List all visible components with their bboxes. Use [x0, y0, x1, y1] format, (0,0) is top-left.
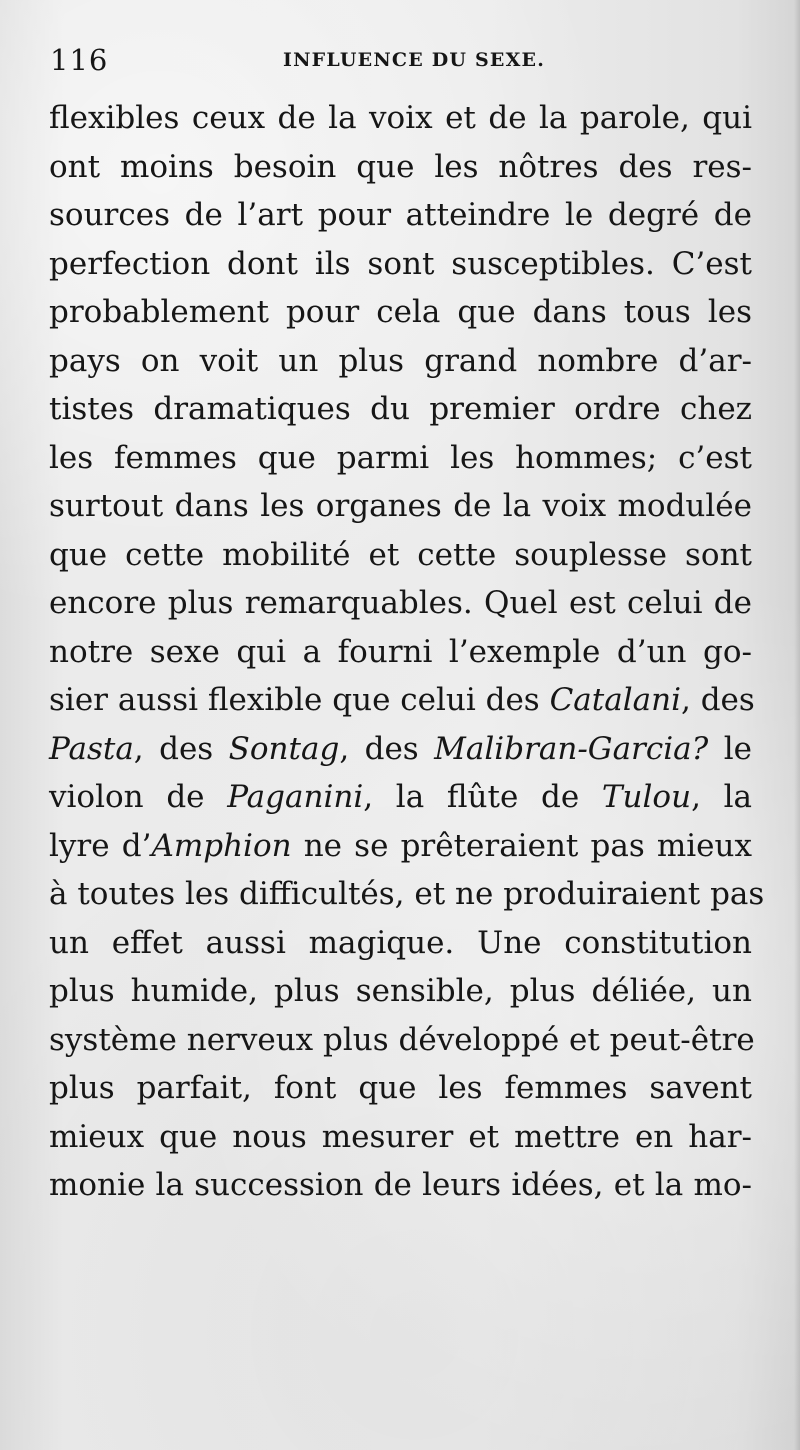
text-line: ont moins besoin que les nôtres des res- [49, 148, 752, 185]
text-line: perfection dont ils sont susceptibles. C’est [49, 245, 752, 282]
running-head: INFLUENCE DU SEXE. [283, 49, 546, 71]
text-line: à toutes les difficultés, et ne produiraient pas [49, 876, 765, 912]
text-line: plus humide, plus sensible, plus déliée, un [49, 973, 752, 1009]
text-line: lyre d’Amphion ne se prêteraient pas mieux [49, 827, 752, 864]
text-line: que cette mobilité et cette souplesse sont [49, 536, 752, 573]
text-line: sier aussi flexible que celui des Catalani, des [49, 682, 755, 718]
italic-name: Malibran-Garcia? [434, 730, 709, 767]
italic-name: Tulou [601, 779, 692, 815]
text-line: plus parfait, font que les femmes savent [49, 1070, 752, 1106]
text-line: flexibles ceux de la voix et de la parole, qui [49, 100, 752, 136]
text-line: monie la succession de leurs idées, et la mo- [49, 1167, 752, 1203]
text-line: Pasta, des Sontag, des Malibran-Garcia? le [49, 730, 752, 767]
text-line: notre sexe qui a fourni l’exemple d’un go- [49, 633, 752, 670]
text-line: violon de Paganini, la flûte de Tulou, la [49, 779, 752, 815]
page-edge-shadow [794, 0, 800, 1450]
page-header [50, 40, 750, 80]
italic-name: Sontag [228, 730, 340, 767]
text-line: un effet aussi magique. Une constitution [49, 924, 752, 961]
text-line: mieux que nous mesurer et mettre en har- [49, 1118, 752, 1155]
italic-name: Amphion [151, 827, 292, 864]
italic-name: Pasta [49, 730, 134, 767]
page-number: 116 [50, 43, 109, 77]
text-line: sources de l’art pour atteindre le degré de [49, 197, 752, 233]
body-text [49, 94, 765, 1210]
text-line: pays on voit un plus grand nombre d’ar- [49, 342, 752, 379]
text-line: les femmes que parmi les hommes; c’est [49, 439, 752, 476]
text-line: système nerveux plus développé et peut-être [49, 1021, 755, 1058]
italic-name: Paganini [227, 779, 364, 815]
text-line: encore plus remarquables. Quel est celui de [49, 585, 752, 621]
italic-name: Catalani [549, 682, 681, 718]
text-line: tistes dramatiques du premier ordre chez [49, 391, 752, 427]
text-line: probablement pour cela que dans tous les [49, 294, 752, 330]
text-line: surtout dans les organes de la voix modulée [49, 488, 752, 524]
